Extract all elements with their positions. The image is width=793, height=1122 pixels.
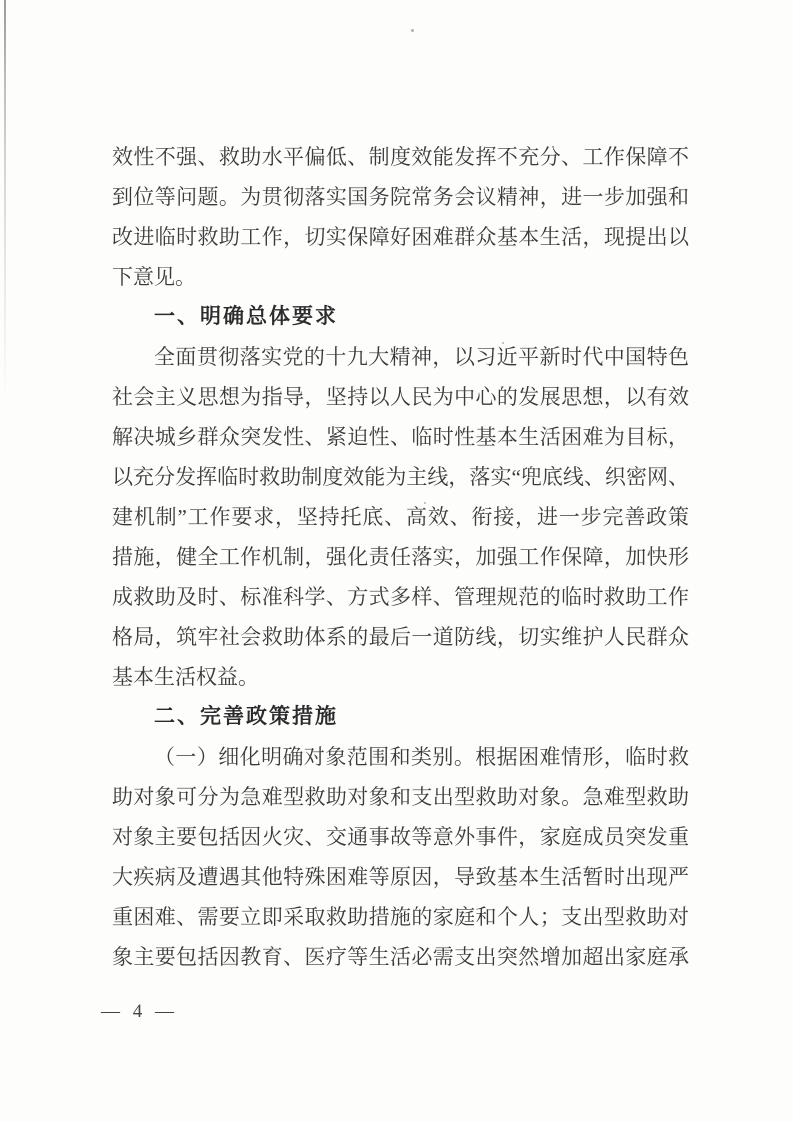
text-line: 基本生活权益。 xyxy=(112,665,259,689)
page-number: — 4 — xyxy=(101,1001,178,1022)
text-line: （一）细化明确对象范围和类别。根据困难情形，临时救 xyxy=(154,745,689,769)
text-line: 以充分发挥临时救助制度效能为主线，落实“兜底线、织密网、 xyxy=(112,465,689,489)
section-heading-1: 一、明确总体要求 xyxy=(154,305,338,328)
text-line: 对象主要包括因火灾、交通事故等意外事件，家庭成员突发重 xyxy=(112,825,689,849)
text-line: 下意见。 xyxy=(112,265,196,289)
text-line: 助对象可分为急难型救助对象和支出型救助对象。急难型救助 xyxy=(112,785,689,809)
text-line: 到位等问题。为贯彻落实国务院常务会议精神，进一步加强和 xyxy=(112,185,689,209)
text-line: 大疾病及遭遇其他特殊困难等原因，导致基本生活暂时出现严 xyxy=(112,865,689,889)
scan-edge-artifact xyxy=(4,0,6,400)
text-line: 改进临时救助工作，切实保障好困难群众基本生活，现提出以 xyxy=(112,225,689,249)
text-line: 格局，筑牢社会救助体系的最后一道防线，切实维护人民群众 xyxy=(112,625,689,649)
text-line: 措施，健全工作机制，强化责任落实，加强工作保障，加快形 xyxy=(112,545,689,569)
scan-speck xyxy=(411,29,414,32)
text-line: 全面贯彻落实党的十九大精神，以习近平新时代中国特色 xyxy=(154,345,689,369)
text-line: 成救助及时、标准科学、方式多样、管理规范的临时救助工作 xyxy=(112,585,689,609)
document-text-block xyxy=(112,137,689,977)
text-line: 社会主义思想为指导，坚持以人民为中心的发展思想，以有效 xyxy=(112,385,689,409)
text-line: 象主要包括因教育、医疗等生活必需支出突然增加超出家庭承 xyxy=(112,945,689,969)
text-line: 建机制”工作要求，坚持托底、高效、衔接，进一步完善政策 xyxy=(112,505,689,529)
text-line: 重困难、需要立即采取救助措施的家庭和个人；支出型救助对 xyxy=(112,905,689,929)
text-line: 解决城乡群众突发性、紧迫性、临时性基本生活困难为目标， xyxy=(112,425,689,449)
text-line: 效性不强、救助水平偏低、制度效能发挥不充分、工作保障不 xyxy=(112,145,689,169)
section-heading-2: 二、完善政策措施 xyxy=(154,705,338,728)
